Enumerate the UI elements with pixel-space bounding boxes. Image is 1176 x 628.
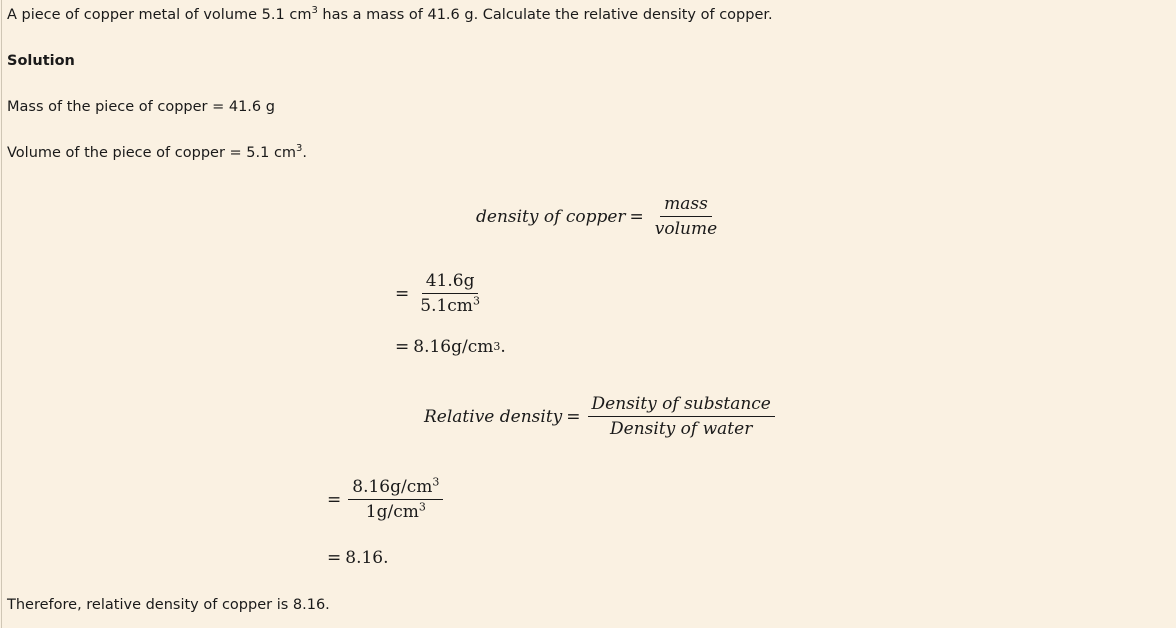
left-border bbox=[1, 0, 2, 628]
eq1-fraction bbox=[651, 194, 721, 239]
volume-prefix: Volume of the piece of copper = 5.1 cm bbox=[7, 145, 297, 161]
eq2-fraction bbox=[416, 271, 484, 316]
eq5-den-base: 1g/cm bbox=[365, 502, 419, 522]
eq4-numerator: Density of substance bbox=[588, 394, 775, 417]
eq4-equals: = bbox=[566, 406, 581, 427]
eq1-lhs: density of copper bbox=[476, 206, 626, 227]
eq1-denominator: volume bbox=[654, 219, 718, 239]
equation-relative-substitution bbox=[327, 477, 446, 522]
equation-density-definition bbox=[476, 194, 724, 239]
equation-substitution bbox=[395, 271, 487, 316]
question-sup: 3 bbox=[311, 5, 318, 17]
eq6-equals: = bbox=[327, 548, 342, 568]
eq5-num-sup: 3 bbox=[432, 475, 440, 489]
eq6-value: 8.16. bbox=[345, 548, 389, 568]
eq3-value: 8.16g/cm bbox=[413, 337, 494, 357]
eq5-den-sup: 3 bbox=[418, 500, 426, 514]
eq5-numerator bbox=[348, 477, 443, 500]
eq2-equals: = bbox=[395, 283, 410, 304]
eq5-equals: = bbox=[327, 489, 342, 510]
question-prefix: A piece of copper metal of volume 5.1 cm bbox=[7, 7, 312, 23]
conclusion-text: Therefore, relative density of copper is 8.16. bbox=[7, 597, 330, 613]
eq4-denominator: Density of water bbox=[610, 419, 753, 439]
eq5-fraction bbox=[348, 477, 443, 522]
equation-relative-density-definition bbox=[424, 394, 778, 439]
question-suffix: has a mass of 41.6 g. Calculate the relative density of copper. bbox=[317, 7, 773, 23]
solution-heading: Solution bbox=[7, 53, 75, 69]
volume-line bbox=[7, 144, 307, 162]
equation-relative-result bbox=[327, 548, 389, 568]
eq2-numerator: 41.6g bbox=[422, 271, 479, 294]
eq3-suffix: . bbox=[500, 337, 506, 357]
eq2-den-base: 5.1cm bbox=[420, 296, 473, 316]
volume-suffix: . bbox=[302, 145, 308, 161]
equation-density-result: = 8.16g/cm 3 . bbox=[395, 337, 506, 357]
eq3-equals: = bbox=[395, 337, 410, 357]
mass-line: Mass of the piece of copper = 41.6 g bbox=[7, 99, 275, 115]
eq2-den-sup: 3 bbox=[472, 294, 480, 308]
eq2-denominator bbox=[416, 294, 484, 316]
question-text bbox=[7, 6, 773, 24]
eq1-equals: = bbox=[629, 206, 644, 227]
eq4-lhs: Relative density bbox=[424, 406, 563, 427]
eq1-numerator: mass bbox=[660, 194, 712, 217]
eq4-fraction bbox=[588, 394, 775, 439]
eq5-num-base: 8.16g/cm bbox=[352, 477, 433, 497]
volume-sup: 3 bbox=[296, 143, 303, 155]
eq5-denominator bbox=[362, 500, 430, 522]
